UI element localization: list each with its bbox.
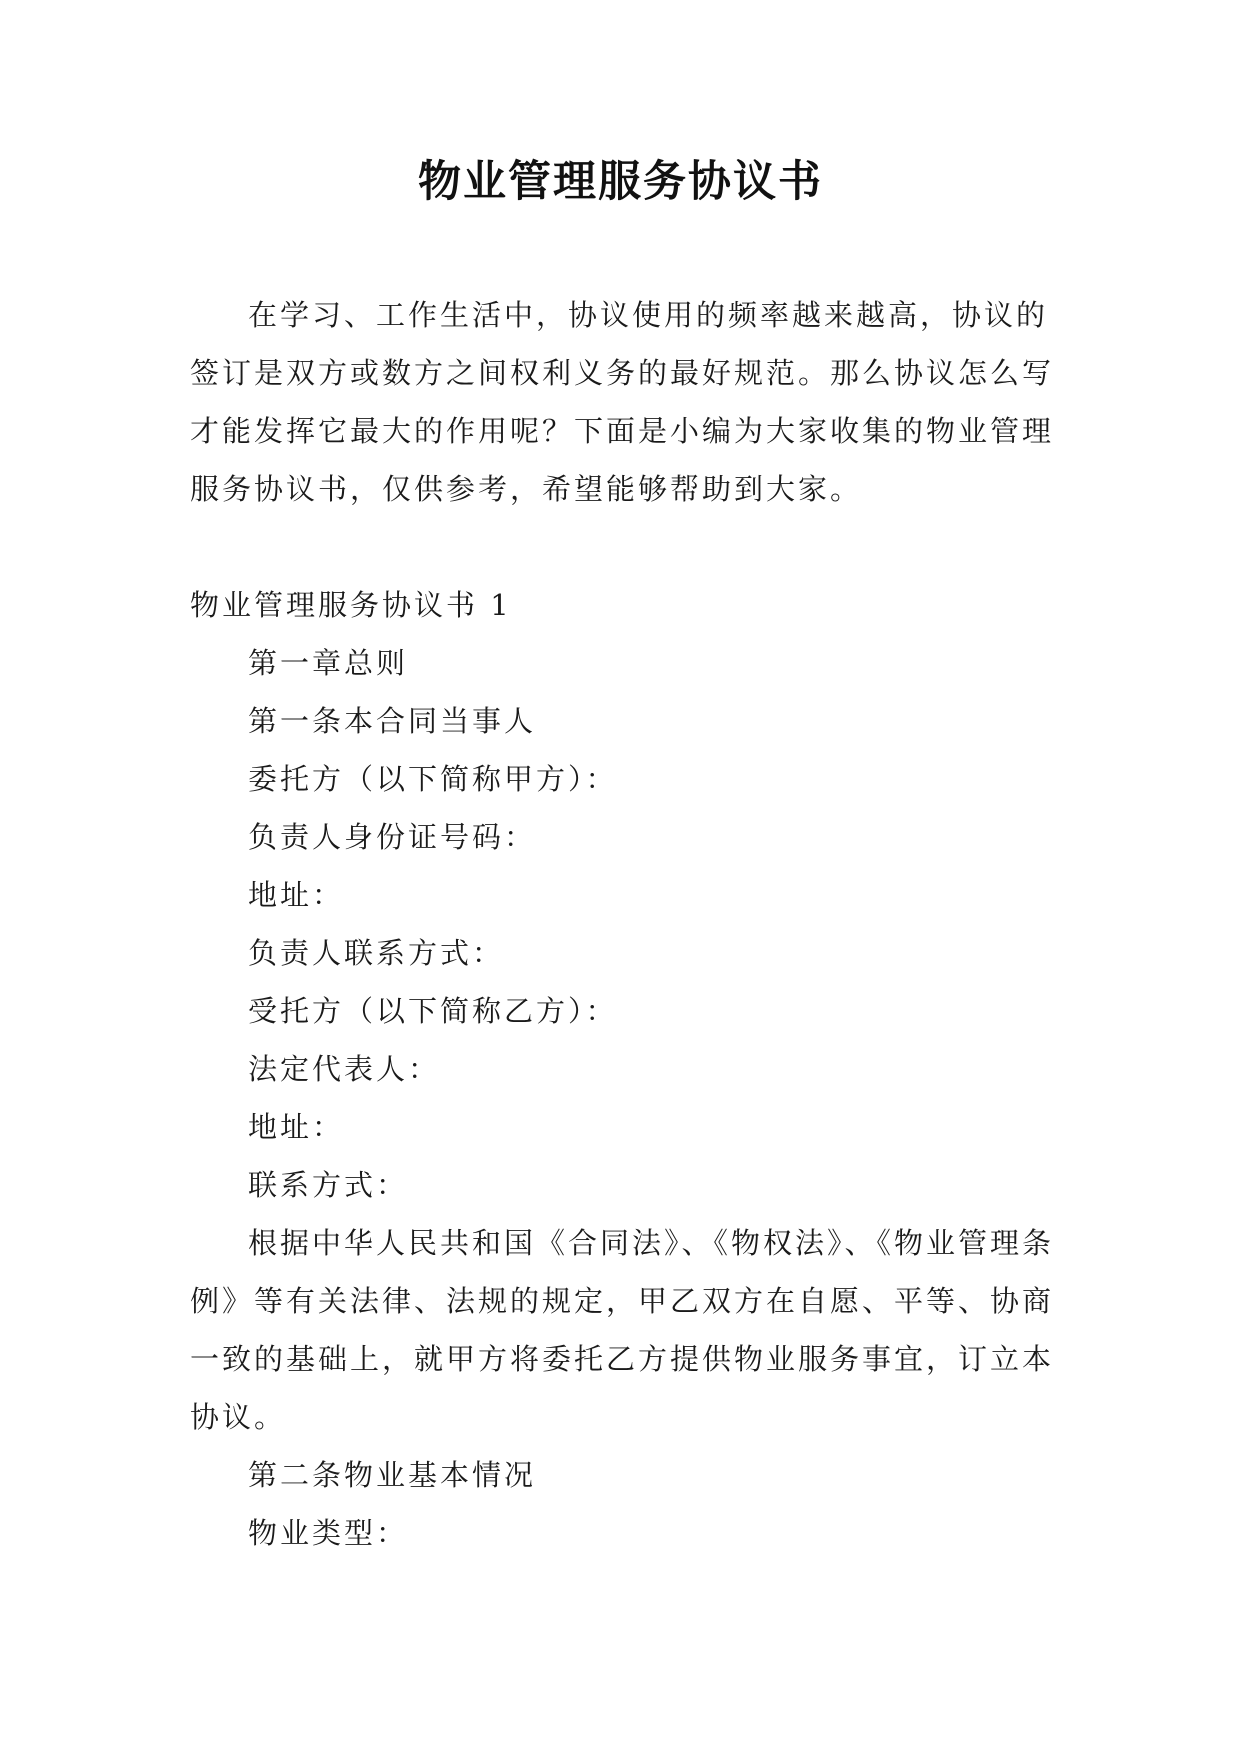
party-b-contact-label: 联系方式： [248,1168,409,1202]
article-heading: 第一条本合同当事人 [248,704,537,738]
party-a-address-label: 地址： [248,878,345,912]
document-body [190,286,1070,1562]
party-a-label: 委托方（以下简称甲方）： [248,762,618,796]
document-title: 物业管理服务协议书 [418,157,823,207]
chapter-heading: 第一章总则 [248,646,409,680]
basis-paragraph: 根据中华人民共和国《合同法》、《物权法》、《物业管理条例》等有关法律、法规的规定，甲乙双方在自愿、平等、协商一致的基础上，就甲方将委托乙方提供物业服务事宜，订立本协议。 [190,1226,1055,1434]
party-b-representative-label: 法定代表人： [248,1052,441,1086]
article-heading: 第二条物业基本情况 [248,1458,537,1492]
section-heading: 物业管理服务协议书 1 [190,588,512,622]
property-type-label: 物业类型： [248,1516,409,1550]
party-a-contact-label: 负责人联系方式： [248,936,505,970]
party-b-label: 受托方（以下简称乙方）： [248,994,618,1028]
party-a-id-label: 负责人身份证号码： [248,820,537,854]
party-b-address-label: 地址： [248,1110,345,1144]
intro-paragraph: 在学习、工作生活中，协议使用的频率越来越高，协议的签订是双方或数方之间权利义务的最好规范。那么协议怎么写才能发挥它最大的作用呢？下面是小编为大家收集的物业管理服务协议书，仅供参考，希望能够帮助到大家。 [190,298,1055,506]
spacer [190,518,1070,576]
